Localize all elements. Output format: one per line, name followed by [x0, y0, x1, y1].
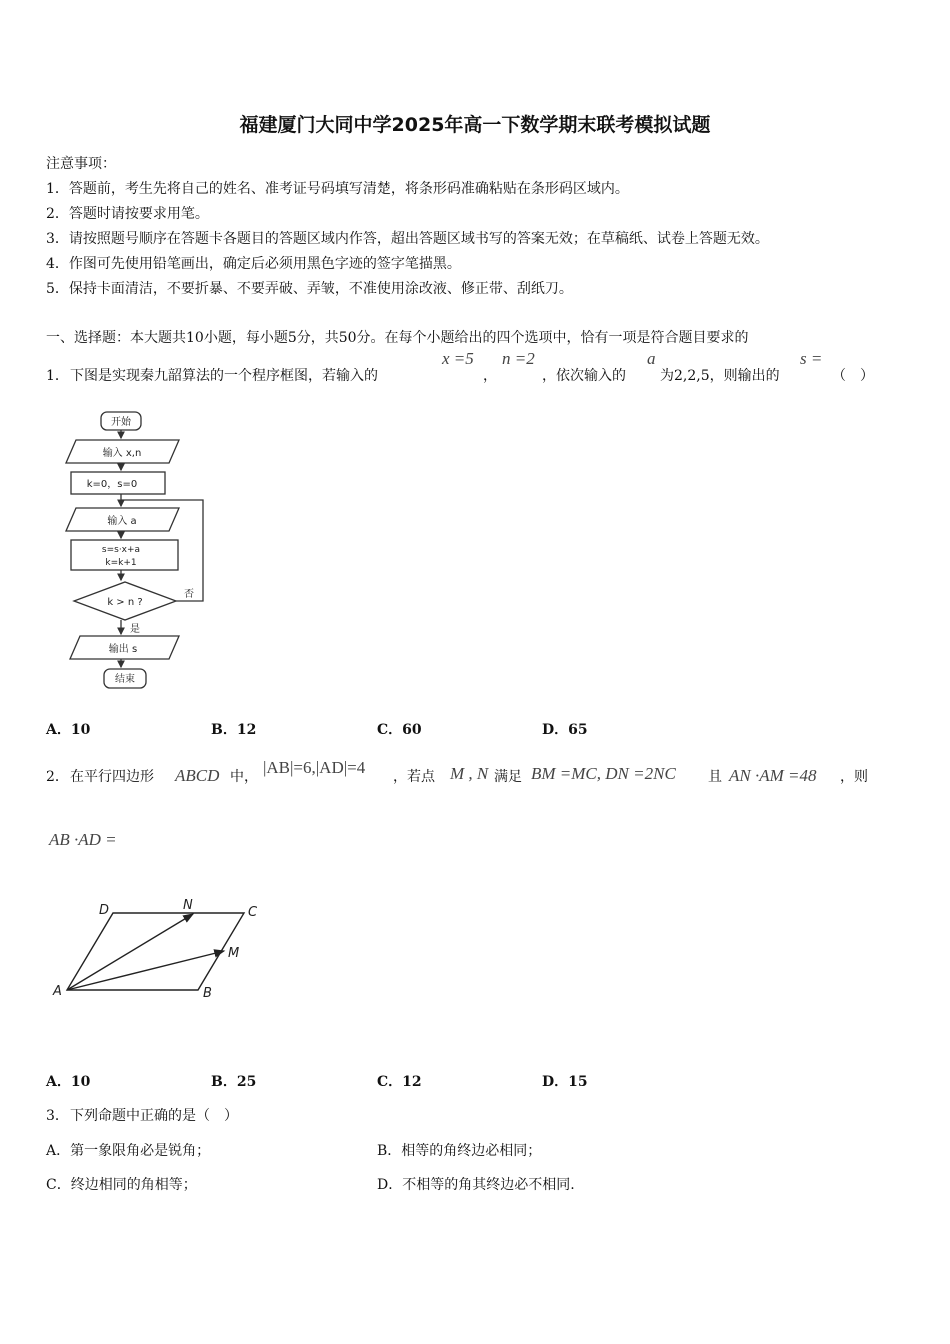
page-title: 福建厦门大同中学2025年高一下数学期末联考模拟试题 [239, 114, 711, 136]
parallelogram-abcd [67, 913, 244, 990]
q2-math-abcd: ABCD [175, 766, 220, 785]
q1-sep: ， [483, 368, 497, 384]
notice-item-2: 2．答题时请按要求用笔。 [46, 206, 209, 222]
q2-option-b: B．25 [211, 1074, 257, 1090]
q1-text-c: 为2,2,5，则输出的 [660, 368, 780, 384]
notice-item-3: 3．请按照题号顺序在答题卡各题目的答题区域内作答，超出答题区域书写的答案无效；在草稿纸、试卷上答题无效。 [46, 231, 769, 247]
flow-start-label: 开始 [111, 417, 131, 428]
q2-math-dot: AN ·AM =48 [729, 766, 817, 785]
q1-math-n: n =2 [502, 349, 535, 368]
q2-option-c: C．12 [377, 1074, 422, 1090]
flowchart [60, 405, 220, 695]
flow-input-a-label: 输入 a [107, 516, 137, 527]
vector-am [67, 951, 224, 990]
q2-text-b: 中， [230, 769, 258, 785]
q2-math-ask: AB ·AD = [49, 830, 117, 849]
q1-option-c: C．60 [377, 722, 422, 738]
q2-option-d: D．15 [542, 1074, 588, 1090]
q1-option-d: D．65 [542, 722, 588, 738]
flow-cond-label: k > n ? [107, 597, 143, 608]
section-heading: 一、选择题：本大题共10小题，每小题5分，共50分。在每个小题给出的四个选项中，恰有一项是符合题目要求的 [46, 330, 749, 346]
flow-output-label: 输出 s [108, 644, 138, 655]
q3-option-d: D．不相等的角其终边必不相同. [377, 1177, 575, 1193]
q3-text: 下列命题中正确的是（ ） [70, 1108, 238, 1124]
q1-math-s: s = [800, 349, 823, 368]
q3-option-a: A．第一象限角必是锐角； [46, 1143, 211, 1159]
q2-math-condition: BM =MC, DN =2NC [531, 764, 676, 783]
q1-math-x: x =5 [442, 349, 474, 368]
vertex-label-d: D [99, 903, 110, 918]
q1-text-b: ，依次输入的 [542, 368, 626, 384]
flow-init-label: k=0，s=0 [86, 479, 138, 490]
q2-math-lengths: |AB|=6,|AD|=4 [263, 758, 366, 777]
flow-yes-label: 是 [130, 624, 140, 635]
notice-heading: 注意事项： [46, 156, 116, 172]
q1-option-b: B．12 [211, 722, 257, 738]
flow-no-label: 否 [184, 589, 194, 600]
q1-option-a: A．10 [46, 722, 91, 738]
q2-option-a: A．10 [46, 1074, 91, 1090]
q2-math-mn: M , N [450, 764, 489, 783]
notice-item-5: 5．保持卡面清洁，不要折暴、不要弄破、弄皱，不准使用涂改液、修正带、刮纸刀。 [46, 281, 573, 297]
q2-text-c: ，若点 [393, 769, 435, 785]
q2-text-d: 满足 [494, 769, 522, 785]
vertex-label-c: C [248, 905, 258, 920]
parallelogram-figure [45, 895, 270, 1005]
q1-text-a: 下图是实现秦九韶算法的一个程序框图，若输入的 [70, 368, 378, 384]
point-label-m: M [228, 946, 240, 961]
q3-number: 3． [46, 1108, 69, 1124]
flow-input-xn-label: 输入 x,n [102, 448, 142, 459]
q2-text-e: 且 [708, 769, 722, 785]
vector-an [67, 914, 193, 990]
q1-paren: （ ） [832, 368, 874, 384]
notice-item-1: 1．答题前，考生先将自己的姓名、准考证号码填写清楚，将条形码准确粘贴在条形码区域内。 [46, 181, 629, 197]
flow-update-k-label: k=k+1 [105, 558, 137, 568]
q2-number: 2． [46, 769, 69, 785]
flow-end-label: 结束 [115, 674, 135, 685]
q1-number: 1． [46, 368, 69, 384]
vertex-label-a: A [53, 984, 62, 999]
point-label-n: N [183, 898, 193, 913]
notice-item-4: 4．作图可先使用铅笔画出，确定后必须用黑色字迹的签字笔描黑。 [46, 256, 461, 272]
q1-math-a: a [647, 349, 656, 368]
q3-option-b: B．相等的角终边必相同； [377, 1143, 542, 1159]
vertex-label-b: B [203, 986, 212, 1001]
flow-update-s-label: s=s·x+a [101, 545, 141, 555]
q2-text-f: ，则 [840, 769, 868, 785]
q3-option-c: C．终边相同的角相等； [46, 1177, 197, 1193]
q2-text-a: 在平行四边形 [70, 769, 154, 785]
